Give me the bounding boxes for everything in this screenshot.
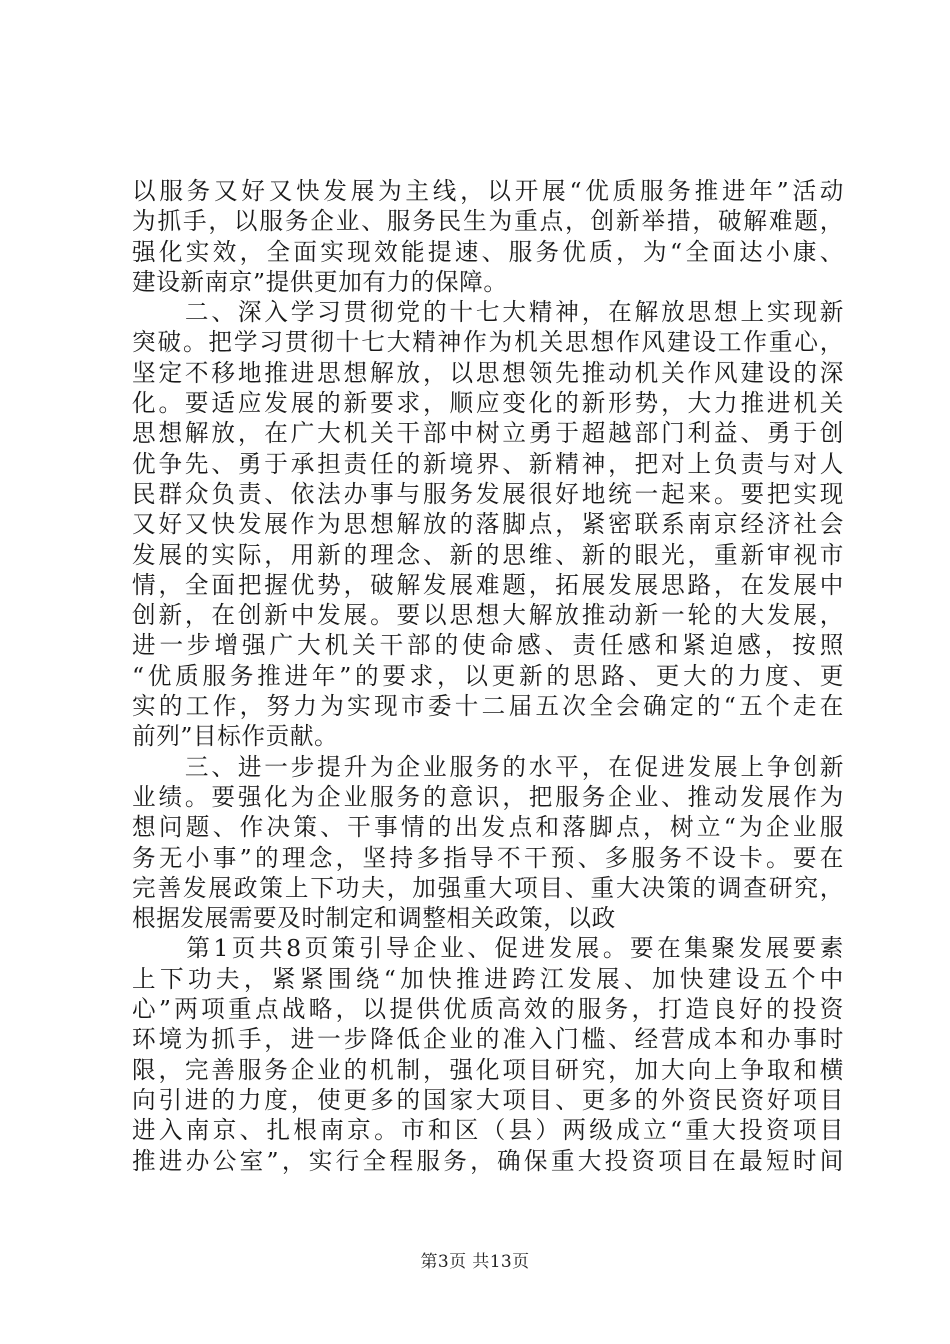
text-line: 化。要适应发展的新要求，顺应变化的新形势，大力推进机关 [132,389,844,418]
text-line: 上下功夫，紧紧围绕“加快推进跨江发展、加快建设五个中 [132,964,844,993]
text-line: 根据发展需要及时制定和调整相关政策，以政 [132,904,616,933]
text-line: 第1页共8页策引导企业、促进发展。要在集聚发展要素 [132,934,844,963]
text-line: 情，全面把握优势，破解发展难题，拓展发展思路，在发展中 [132,570,844,599]
text-line: 发展的实际，用新的理念、新的思维、新的眼光，重新审视市 [132,540,844,569]
text-line: 思想解放，在广大机关干部中树立勇于超越部门利益、勇于创 [132,419,844,448]
text-line: 限，完善服务企业的机制，强化项目研究，加大向上争取和横 [132,1055,844,1084]
text-line: 业绩。要强化为企业服务的意识，把服务企业、推动发展作为 [132,782,844,811]
text-line: 进入南京、扎根南京。市和区（县）两级成立“重大投资项目 [132,1116,844,1145]
text-line: 三、进一步提升为企业服务的水平，在促进发展上争创新 [132,752,844,781]
text-line: 坚定不移地推进思想解放，以思想领先推动机关作风建设的深 [132,358,844,387]
text-line: 以服务又好又快发展为主线，以开展“优质服务推进年”活动 [132,177,844,205]
text-line: 务无小事”的理念，坚持多指导不干预、多服务不设卡。要在 [132,843,844,872]
text-line: 环境为抓手，进一步降低企业的准入门槛、经营成本和办事时 [132,1025,844,1054]
text-line: 心”两项重点战略，以提供优质高效的服务，打造良好的投资 [132,995,844,1024]
text-line: 推进办公室”，实行全程服务，确保重大投资项目在最短时间 [132,1146,844,1175]
text-line: 民群众负责、依法办事与服务发展很好地统一起来。要把实现 [132,479,844,508]
body-text [132,176,844,1176]
text-line: 前列”目标作贡献。 [132,722,339,751]
text-line: 强化实效，全面实现效能提速、服务优质，为“全面达小康、 [132,237,844,266]
text-line: 想问题、作决策、干事情的出发点和落脚点，树立“为企业服 [132,813,844,842]
text-line: 进一步增强广大机关干部的使命感、责任感和紧迫感，按照 [132,631,844,660]
text-line: 优争先、勇于承担责任的新境界、新精神，把对上负责与对人 [132,449,844,478]
text-line: 又好又快发展作为思想解放的落脚点，紧密联系南京经济社会 [132,510,844,539]
text-line: 实的工作，努力为实现市委十二届五次全会确定的“五个走在 [132,692,844,721]
page-footer: 第3页 共13页 [420,1252,530,1272]
text-line: 突破。把学习贯彻十七大精神作为机关思想作风建设工作重心， [132,328,844,357]
text-line: 二、深入学习贯彻党的十七大精神，在解放思想上实现新 [132,298,844,327]
text-line: 为抓手，以服务企业、服务民生为重点，创新举措，破解难题， [132,207,844,236]
text-line: 建设新南京”提供更加有力的保障。 [132,267,508,296]
text-line: 向引进的力度，使更多的国家大项目、更多的外资民资好项目 [132,1085,844,1114]
text-line: “优质服务推进年”的要求，以更新的思路、更大的力度、更 [132,661,844,690]
text-line: 创新，在创新中发展。要以思想大解放推动新一轮的大发展， [132,601,844,630]
text-line: 完善发展政策上下功夫，加强重大项目、重大决策的调查研究， [132,873,844,902]
